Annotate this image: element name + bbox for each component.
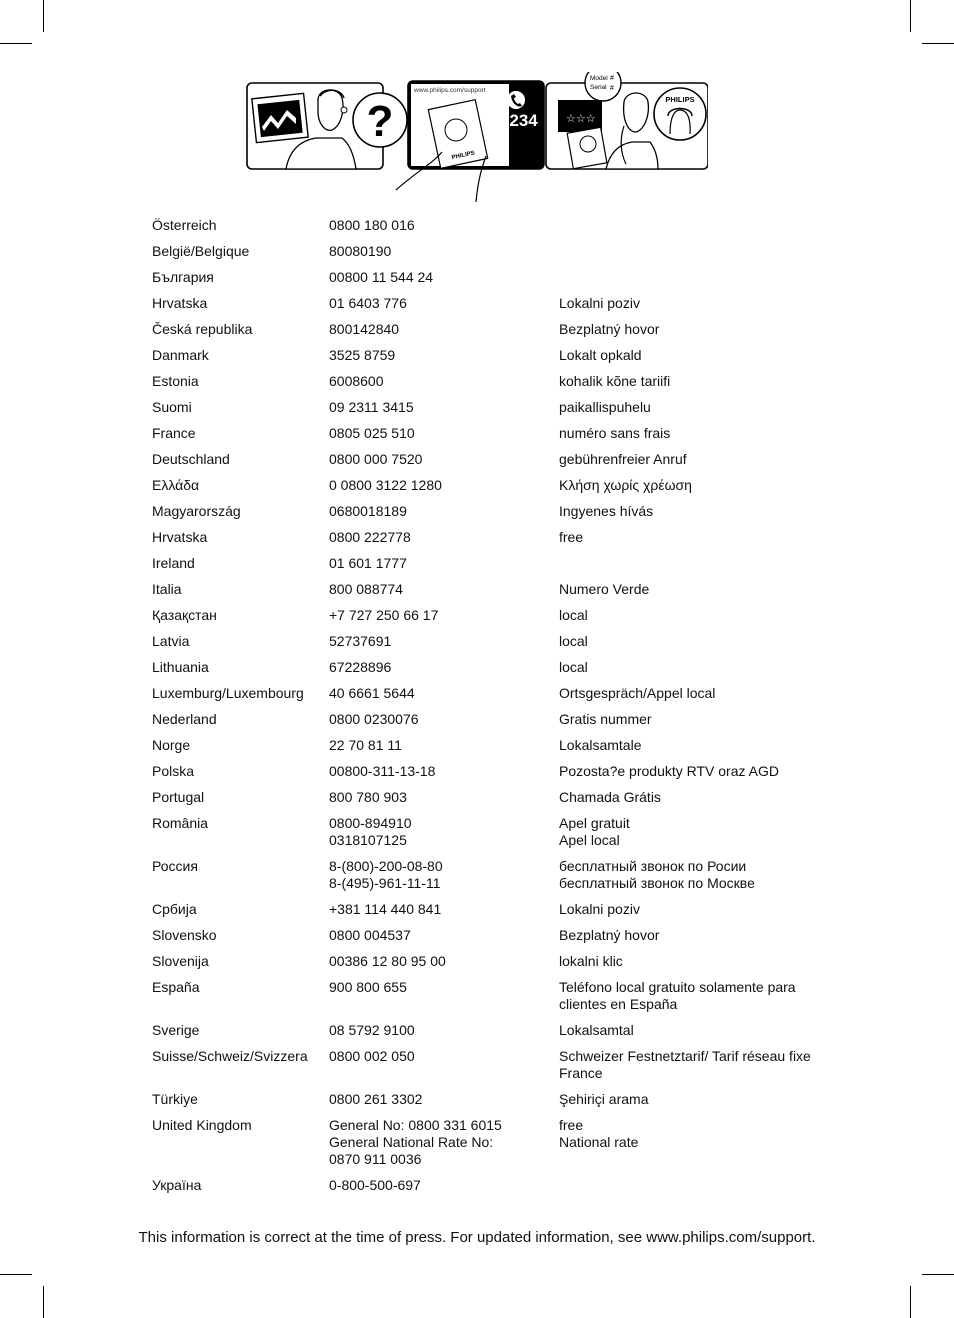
phone-cell xyxy=(322,552,552,578)
call-rate-line: local xyxy=(559,607,588,623)
country-cell: Magyarország xyxy=(152,503,241,519)
phone-cell xyxy=(322,266,552,292)
call-rate-line: clientes en España xyxy=(559,996,678,1012)
call-rate-line: local xyxy=(559,633,588,649)
table-row xyxy=(145,370,814,396)
phone-line: +381 114 440 841 xyxy=(329,901,442,917)
phone-line: General No: 0800 331 6015 xyxy=(329,1117,502,1133)
call-rate-cell xyxy=(552,760,814,786)
crop-mark-bottom-left-v xyxy=(43,1286,44,1318)
phone-line: 3525 8759 xyxy=(329,347,396,363)
phone-line: 40 6661 5644 xyxy=(329,685,415,701)
phone-line: 0800 180 016 xyxy=(329,217,415,233)
call-rate-cell xyxy=(552,396,814,422)
country-cell: Türkiye xyxy=(152,1091,198,1107)
phone-line: 0800 222778 xyxy=(329,529,411,545)
svg-text:PHILIPS: PHILIPS xyxy=(451,150,476,162)
svg-text:Model: Model xyxy=(590,75,608,82)
phone-cell xyxy=(322,708,552,734)
phone-cell xyxy=(322,422,552,448)
call-rate-line: Ortsgespräch/Appel local xyxy=(559,685,716,701)
phone-line: 52737691 xyxy=(329,633,392,649)
call-rate-line: Chamada Grátis xyxy=(559,789,661,805)
crop-mark-bottom-left-h xyxy=(0,1274,32,1275)
svg-text:#: # xyxy=(610,85,614,92)
phone-cell xyxy=(322,1114,552,1174)
crop-mark-top-right-h xyxy=(922,43,954,44)
call-rate-cell xyxy=(552,1114,814,1174)
country-cell: Slovenija xyxy=(152,953,209,969)
phone-line: 0800 0230076 xyxy=(329,711,419,727)
confused-viewer-panel xyxy=(247,83,407,169)
phone-line: 900 800 655 xyxy=(329,979,407,995)
phone-cell xyxy=(322,292,552,318)
phone-cell xyxy=(322,214,552,240)
phone-cell xyxy=(322,812,552,855)
country-cell: България xyxy=(152,269,214,285)
call-rate-cell xyxy=(552,604,814,630)
phone-line: 8-(495)-961-11-11 xyxy=(329,875,441,891)
call-rate-line: бесплатный звонок по Москве xyxy=(559,875,755,891)
call-rate-cell xyxy=(552,526,814,552)
country-cell: Slovensko xyxy=(152,927,217,943)
phone-line: 800142840 xyxy=(329,321,400,337)
support-illustrations xyxy=(246,72,708,206)
call-rate-line: Pozosta?e produkty RTV oraz AGD xyxy=(559,763,779,779)
call-rate-cell xyxy=(552,552,814,578)
table-row xyxy=(145,344,814,370)
table-row xyxy=(145,812,814,855)
phone-cell xyxy=(322,526,552,552)
call-rate-line: local xyxy=(559,659,588,675)
call-rate-cell xyxy=(552,266,814,292)
call-rate-cell xyxy=(552,448,814,474)
table-row xyxy=(145,214,814,240)
phone-cell xyxy=(322,786,552,812)
call-rate-cell xyxy=(552,344,814,370)
call-rate-cell xyxy=(552,950,814,976)
country-cell: Nederland xyxy=(152,711,217,727)
table-row xyxy=(145,552,814,578)
country-cell: Hrvatska xyxy=(152,529,208,545)
call-rate-cell xyxy=(552,500,814,526)
call-rate-cell xyxy=(552,292,814,318)
call-rate-line: France xyxy=(559,1065,603,1081)
support-url: www.philips.com/support xyxy=(414,87,486,94)
footer-note: This information is correct at the time of press. For updated information, see www.philips.com/support. xyxy=(138,1229,816,1246)
phone-cell xyxy=(322,344,552,370)
table-row xyxy=(145,500,814,526)
table-row xyxy=(145,630,814,656)
country-cell: Luxemburg/Luxembourg xyxy=(152,685,304,701)
phone-cell xyxy=(322,1019,552,1045)
call-rate-cell xyxy=(552,214,814,240)
svg-text:Serial: Serial xyxy=(590,84,607,91)
phone-line: 6008600 xyxy=(329,373,384,389)
phone-line: 8-(800)-200-08-80 xyxy=(329,858,443,874)
call-rate-line: Bezplatný hovor xyxy=(559,321,660,337)
phone-cell xyxy=(322,1174,552,1200)
country-cell: Estonia xyxy=(152,373,199,389)
table-row xyxy=(145,1045,814,1088)
table-row xyxy=(145,1114,814,1174)
phone-cell xyxy=(322,734,552,760)
phone-cell xyxy=(322,318,552,344)
crop-mark-top-left-h xyxy=(0,43,32,44)
call-rate-cell xyxy=(552,924,814,950)
phone-line: 0680018189 xyxy=(329,503,407,519)
table-row xyxy=(145,292,814,318)
country-cell: España xyxy=(152,979,200,995)
call-rate-line: kohalik kõne tariifi xyxy=(559,373,671,389)
table-row xyxy=(145,734,814,760)
table-row xyxy=(145,448,814,474)
call-rate-line: Apel gratuit xyxy=(559,815,630,831)
call-rate-cell xyxy=(552,734,814,760)
country-cell: Österreich xyxy=(152,217,217,233)
call-rate-cell xyxy=(552,1174,814,1200)
phone-cell xyxy=(322,976,552,1019)
call-rate-cell xyxy=(552,578,814,604)
phone-line: General National Rate No: xyxy=(329,1134,494,1150)
call-rate-line: Lokalsamtale xyxy=(559,737,642,753)
phone-cell xyxy=(322,1088,552,1114)
call-rate-cell xyxy=(552,318,814,344)
country-cell: België/Belgique xyxy=(152,243,250,259)
svg-text:☆☆☆: ☆☆☆ xyxy=(566,112,596,125)
phone-line: 00386 12 80 95 00 xyxy=(329,953,446,969)
country-cell: France xyxy=(152,425,196,441)
phone-cell xyxy=(322,370,552,396)
phone-cell xyxy=(322,760,552,786)
phone-line: 80080190 xyxy=(329,243,392,259)
country-cell: Latvia xyxy=(152,633,190,649)
country-cell: Suomi xyxy=(152,399,192,415)
phone-line: 08 5792 9100 xyxy=(329,1022,415,1038)
phone-line: 0870 911 0036 xyxy=(329,1151,422,1167)
phone-line: 0800 002 050 xyxy=(329,1048,415,1064)
call-rate-cell xyxy=(552,370,814,396)
phone-line: 800 780 903 xyxy=(329,789,407,805)
call-rate-cell xyxy=(552,630,814,656)
country-cell: Danmark xyxy=(152,347,209,363)
country-cell: Portugal xyxy=(152,789,205,805)
table-row xyxy=(145,526,814,552)
phone-cell xyxy=(322,448,552,474)
country-cell: Lithuania xyxy=(152,659,209,675)
call-rate-line: бесплатный звонок по Росии xyxy=(559,858,747,874)
phone-cell xyxy=(322,855,552,898)
country-cell: Česká republika xyxy=(152,321,253,337)
call-rate-line: free xyxy=(559,1117,584,1133)
country-cell: Deutschland xyxy=(152,451,230,467)
call-rate-line: Apel local xyxy=(559,832,620,848)
table-row xyxy=(145,396,814,422)
table-row xyxy=(145,604,814,630)
table-row xyxy=(145,855,814,898)
phone-number-graphic: 1-234 xyxy=(494,111,538,130)
phone-line: 0800 261 3302 xyxy=(329,1091,423,1107)
phone-line: 00800-311-13-18 xyxy=(329,763,436,779)
svg-text:PHILIPS: PHILIPS xyxy=(665,95,695,104)
call-rate-line: Bezplatný hovor xyxy=(559,927,660,943)
phone-cell xyxy=(322,240,552,266)
country-cell: Россия xyxy=(152,858,198,874)
phone-line: 0805 025 510 xyxy=(329,425,415,441)
call-rate-line: numéro sans frais xyxy=(559,425,671,441)
table-row xyxy=(145,1019,814,1045)
phone-cell xyxy=(322,898,552,924)
helpline-table xyxy=(145,214,814,1200)
model-serial-panel xyxy=(546,72,708,169)
call-rate-line: Ingyenes hívás xyxy=(559,503,654,519)
call-rate-cell xyxy=(552,474,814,500)
table-row xyxy=(145,474,814,500)
phone-line: 01 6403 776 xyxy=(329,295,407,311)
call-rate-line: gebührenfreier Anruf xyxy=(559,451,687,467)
call-rate-line: Gratis nummer xyxy=(559,711,652,727)
phone-line: 0318107125 xyxy=(329,832,407,848)
country-cell: Україна xyxy=(152,1177,202,1193)
call-rate-line: Lokalsamtal xyxy=(559,1022,634,1038)
phone-cell xyxy=(322,656,552,682)
call-rate-cell xyxy=(552,898,814,924)
table-row xyxy=(145,708,814,734)
table-row xyxy=(145,266,814,292)
phone-line: 0800-894910 xyxy=(329,815,412,831)
call-rate-cell xyxy=(552,976,814,1019)
table-row xyxy=(145,950,814,976)
country-cell: Polska xyxy=(152,763,195,779)
call-rate-cell xyxy=(552,1045,814,1088)
phone-cell xyxy=(322,924,552,950)
phone-line: 800 088774 xyxy=(329,581,403,597)
country-cell: România xyxy=(152,815,209,831)
call-rate-cell xyxy=(552,240,814,266)
table-row xyxy=(145,976,814,1019)
country-cell: Hrvatska xyxy=(152,295,208,311)
table-row xyxy=(145,1174,814,1200)
phone-cell xyxy=(322,950,552,976)
table-row xyxy=(145,760,814,786)
call-rate-cell xyxy=(552,422,814,448)
crop-mark-top-right-v xyxy=(910,0,911,32)
call-rate-line: Κλήση χωρίς χρέωση xyxy=(559,477,692,493)
phone-cell xyxy=(322,474,552,500)
crop-mark-top-left-v xyxy=(43,0,44,32)
call-rate-line: Lokalni poziv xyxy=(559,295,640,311)
call-rate-line: lokalni klic xyxy=(559,953,623,969)
call-rate-line: paikallispuhelu xyxy=(559,399,651,415)
phone-line: 0800 000 7520 xyxy=(329,451,423,467)
call-rate-cell xyxy=(552,786,814,812)
table-row xyxy=(145,682,814,708)
call-rate-cell xyxy=(552,1088,814,1114)
call-rate-cell xyxy=(552,656,814,682)
phone-line: 01 601 1777 xyxy=(329,555,407,571)
phone-cell xyxy=(322,682,552,708)
phone-cell xyxy=(322,604,552,630)
table-row xyxy=(145,422,814,448)
table-row xyxy=(145,318,814,344)
call-rate-line: free xyxy=(559,529,584,545)
call-rate-line: Numero Verde xyxy=(559,581,650,597)
call-rate-cell xyxy=(552,855,814,898)
call-rate-line: Şehiriçi arama xyxy=(559,1091,649,1107)
country-cell: Norge xyxy=(152,737,191,753)
call-rate-line: Lokalni poziv xyxy=(559,901,640,917)
phone-line: 00800 11 544 24 xyxy=(329,269,434,285)
phone-line: +7 727 250 66 17 xyxy=(329,607,439,623)
call-rate-line: Schweizer Festnetztarif/ Tarif réseau fixe xyxy=(559,1048,811,1064)
crop-mark-bottom-right-h xyxy=(922,1274,954,1275)
call-rate-cell xyxy=(552,812,814,855)
phone-cell xyxy=(322,578,552,604)
country-cell: Suisse/Schweiz/Svizzera xyxy=(152,1048,308,1064)
country-cell: Ελλάδα xyxy=(152,477,200,493)
phone-line: 22 70 81 11 xyxy=(329,737,402,753)
manual-phone-panel xyxy=(396,81,544,202)
phone-line: 0 0800 3122 1280 xyxy=(329,477,442,493)
table-row xyxy=(145,786,814,812)
country-cell: Sverige xyxy=(152,1022,200,1038)
phone-line: 0800 004537 xyxy=(329,927,411,943)
svg-text:#: # xyxy=(610,75,614,82)
call-rate-cell xyxy=(552,708,814,734)
question-mark-icon: ? xyxy=(366,97,394,146)
call-rate-cell xyxy=(552,682,814,708)
country-cell: Italia xyxy=(152,581,182,597)
country-cell: United Kingdom xyxy=(152,1117,252,1133)
phone-cell xyxy=(322,396,552,422)
table-row xyxy=(145,240,814,266)
phone-line: 67228896 xyxy=(329,659,392,675)
phone-cell xyxy=(322,630,552,656)
call-rate-cell xyxy=(552,1019,814,1045)
table-row xyxy=(145,898,814,924)
phone-cell xyxy=(322,500,552,526)
table-row xyxy=(145,578,814,604)
country-cell: Ireland xyxy=(152,555,195,571)
call-rate-line: National rate xyxy=(559,1134,639,1150)
call-rate-line: Teléfono local gratuito solamente para xyxy=(559,979,796,995)
phone-cell xyxy=(322,1045,552,1088)
table-row xyxy=(145,924,814,950)
country-cell: Србија xyxy=(152,901,197,917)
country-cell: Қазақстан xyxy=(152,607,217,623)
phone-line: 09 2311 3415 xyxy=(329,399,414,415)
table-row xyxy=(145,1088,814,1114)
crop-mark-bottom-right-v xyxy=(910,1286,911,1318)
table-row xyxy=(145,656,814,682)
phone-line: 0-800-500-697 xyxy=(329,1177,421,1193)
call-rate-line: Lokalt opkald xyxy=(559,347,642,363)
